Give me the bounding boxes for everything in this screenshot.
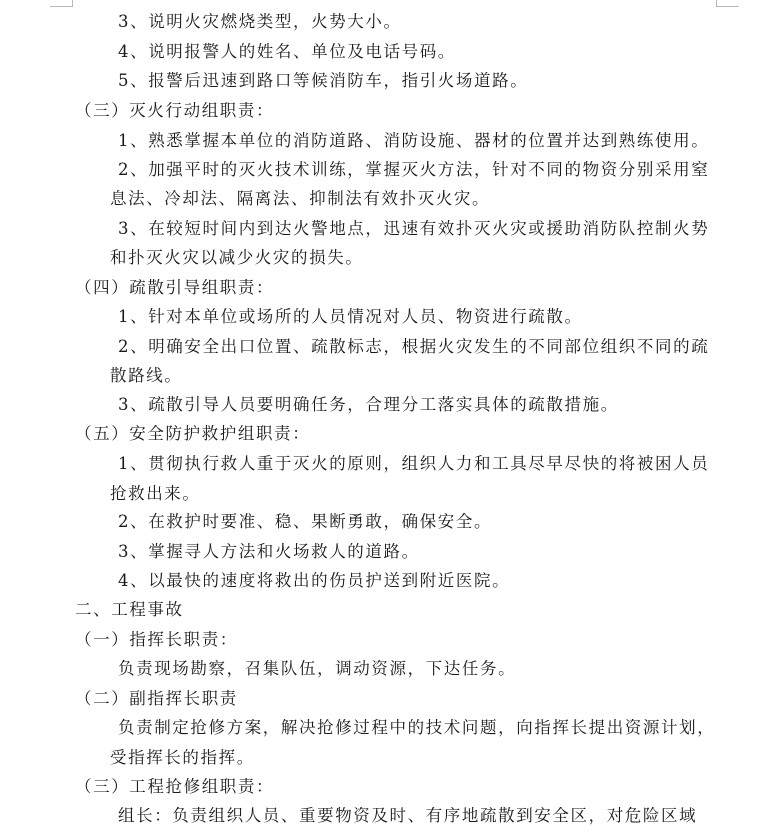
- list-item: 5、报警后迅速到路口等候消防车，指引火场道路。: [118, 71, 529, 90]
- list-item: 3、说明火灾燃烧类型，火势大小。: [118, 12, 402, 31]
- list-item: 2、加强平时的灭火技术训练，掌握灭火方法，针对不同的物资分别采用窒: [118, 160, 710, 179]
- section-heading: （四）疏散引导组职责：: [75, 278, 275, 297]
- section-heading: （三）工程抢修组职责：: [75, 777, 275, 796]
- list-item: 2、明确安全出口位置、疏散标志，根据火灾发生的不同部位组织不同的疏: [118, 337, 710, 356]
- list-item: 1、熟悉掌握本单位的消防道路、消防设施、器材的位置并达到熟练使用。: [118, 131, 710, 150]
- section-heading: （五）安全防护救护组职责：: [75, 424, 311, 443]
- list-item: 3、在较短时间内到达火警地点，迅速有效扑灭火灾或援助消防队控制火势: [118, 219, 710, 238]
- list-item-continuation: 息法、冷却法、隔离法、抑制法有效扑灭火灾。: [110, 189, 491, 208]
- paragraph: 负责现场勘察，召集队伍，调动资源，下达任务。: [118, 659, 517, 678]
- section-heading: （三）灭火行动组职责：: [75, 101, 275, 120]
- list-item: 4、以最快的速度将救出的伤员护送到附近医院。: [118, 571, 511, 590]
- paragraph-continuation: 受指挥长的指挥。: [110, 748, 255, 767]
- list-item: 2、在救护时要准、稳、果断勇敢，确保安全。: [118, 512, 493, 531]
- paragraph: 组长：负责组织人员、重要物资及时、有序地疏散到安全区，对危险区域: [118, 806, 698, 825]
- section-heading: （二）副指挥长职责: [75, 689, 238, 708]
- list-item: 3、疏散引导人员要明确任务，合理分工落实具体的疏散措施。: [118, 395, 619, 414]
- list-item: 1、贯彻执行救人重于灭火的原则，组织人力和工具尽早尽快的将被困人员: [118, 454, 710, 473]
- list-item-continuation: 和扑灭火灾以减少火灾的损失。: [110, 248, 364, 267]
- chapter-heading: 二、工程事故: [75, 600, 184, 619]
- list-item: 3、掌握寻人方法和火场救人的道路。: [118, 542, 420, 561]
- paragraph: 负责制定抢修方案，解决抢修过程中的技术问题，向指挥长提出资源计划，: [118, 718, 716, 737]
- list-item: 4、说明报警人的姓名、单位及电话号码。: [118, 42, 456, 61]
- list-item-continuation: 抢救出来。: [110, 484, 201, 503]
- list-item-continuation: 散路线。: [110, 366, 183, 385]
- section-heading: （一）指挥长职责：: [75, 630, 238, 649]
- list-item: 1、针对本单位或场所的人员情况对人员、物资进行疏散。: [118, 307, 583, 326]
